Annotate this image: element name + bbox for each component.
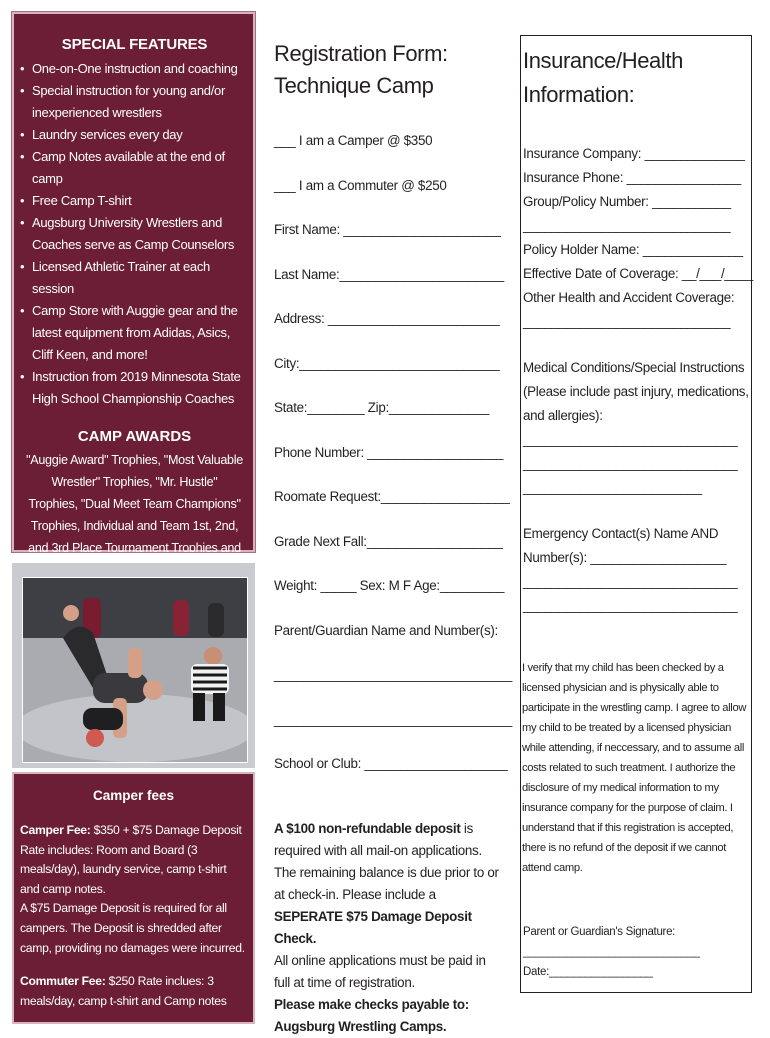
wrestling-photo [22, 577, 248, 763]
checks-payable: Please make checks payable to: Augsburg Wrestling Camps. [274, 996, 469, 1034]
camper-fees-heading: Camper fees [92, 788, 175, 803]
deposit-info [274, 818, 499, 1038]
blank-line[interactable]: _____________________________ [523, 218, 731, 233]
other-coverage-label: Other Health and Accident Coverage: [523, 290, 735, 305]
camper-fee-value: $350 + $75 Damage Deposit [90, 823, 242, 837]
insurance-title-line1: Insurance/Health [523, 48, 683, 73]
guardian-line[interactable]: ________________________________ [274, 711, 513, 727]
feature-item: • Free Camp T-shirt [26, 190, 243, 212]
registration-form [274, 38, 513, 1038]
form-title-line1: Registration Form: [274, 41, 448, 66]
camp-awards-text: "Auggie Award" Trophies, "Most Valuable Wrestler" Trophies, "Mr. Hustle" Trophies, "Dual Meet Team Champions" Trophies, Individual and Team 1st, 2nd, and 3rd Place Tournament Trophies and [26, 453, 243, 555]
commuter-fee-label: Commuter Fee: [20, 974, 106, 989]
camper-fee-label: Camper Fee: [20, 823, 91, 837]
deposit-bold2: SEPERATE $75 Damage Deposit Check. [274, 908, 472, 946]
commuter-option-field[interactable]: ___ I am a Commuter @ $250 [274, 177, 447, 193]
feature-item: • Instruction from 2019 Minnesota State High School Championship Coaches [26, 366, 243, 410]
insurance-title [523, 44, 751, 112]
commuter-fee-value: $250 Rate inclues: 3 meals/day, camp t-shirt and Camp notes [20, 974, 227, 1008]
online-note: All online applications must be paid in full at time of registration. [274, 952, 486, 990]
commuter-fee-line [20, 972, 247, 1011]
camper-fees-panel [12, 772, 255, 1024]
last-name-field[interactable]: Last Name:_______________________ [274, 266, 504, 282]
policy-holder-field[interactable]: Policy Holder Name: ______________ [523, 242, 743, 257]
weight-sex-age-field[interactable]: Weight: _____ Sex: M F Age:_________ [274, 578, 505, 593]
emergency-line[interactable]: ______________________________ [523, 598, 738, 613]
city-field[interactable]: City:____________________________ [274, 355, 500, 371]
camp-awards-heading: CAMP AWARDS [77, 428, 192, 445]
insurance-phone-field[interactable]: Insurance Phone: ________________ [523, 170, 741, 185]
photo-frame [12, 563, 255, 768]
rate-includes: Rate includes: Room and Board (3 meals/day), laundry service, camp t-shirt and camp notes. [20, 842, 227, 896]
insurance-panel [520, 35, 752, 993]
special-features-list [26, 58, 243, 410]
effective-date-field[interactable]: Effective Date of Coverage: __/___/____ [523, 266, 753, 281]
deposit-bold: A $100 non-refundable deposit [274, 820, 461, 836]
wrestling-photo-illustration [23, 578, 247, 762]
form-title-line2: Technique Camp [274, 73, 434, 98]
school-field[interactable]: School or Club: ____________________ [274, 756, 508, 771]
medical-line[interactable]: _________________________ [523, 480, 702, 495]
feature-item: • Augsburg University Wrestlers and Coaches serve as Camp Counselors [26, 212, 243, 256]
phone-field[interactable]: Phone Number: ___________________ [274, 444, 504, 460]
state-zip-field[interactable]: State:________ Zip:______________ [274, 400, 489, 415]
date-field[interactable]: Date:_________________ [523, 966, 653, 978]
medical-line[interactable]: ______________________________ [523, 456, 738, 471]
first-name-field[interactable]: First Name: ______________________ [274, 222, 501, 237]
emergency-contact-field[interactable]: Emergency Contact(s) Name AND Number(s): ___________________ [523, 526, 727, 565]
feature-item: • Licensed Athletic Trainer at each session [26, 256, 243, 300]
roommate-field[interactable]: Roomate Request:__________________ [274, 489, 510, 504]
special-features-panel [12, 12, 255, 555]
grade-field[interactable]: Grade Next Fall:___________________ [274, 533, 503, 549]
left-column [12, 12, 255, 1024]
feature-item: • Special instruction for young and/or inexperienced wrestlers [26, 80, 243, 124]
insurance-company-field[interactable]: Insurance Company: ______________ [523, 146, 745, 161]
feature-item: • Camp Notes available at the end of camp [26, 146, 243, 190]
insurance-title-line2: Information: [523, 82, 635, 107]
group-policy-field[interactable]: Group/Policy Number: ___________ [523, 194, 731, 209]
medical-line[interactable]: ______________________________ [523, 432, 738, 447]
feature-item: • One-on-One instruction and coaching [26, 58, 243, 80]
special-features-heading: SPECIAL FEATURES [61, 36, 208, 53]
signature-line[interactable]: _____________________________ [523, 946, 700, 958]
address-field[interactable]: Address: ________________________ [274, 311, 500, 326]
guardian-label: Parent/Guardian Name and Number(s): [274, 622, 498, 638]
deposit-note: A $75 Damage Deposit is required for all campers. The Deposit is shredded after camp, providing no damages were incurred. [20, 901, 245, 955]
feature-item: • Camp Store with Auggie gear and the latest equipment from Adidas, Asics, Cliff Keen, and more! [26, 300, 243, 366]
camper-option-field[interactable]: ___ I am a Camper @ $350 [274, 133, 433, 148]
camper-fee-line [20, 821, 247, 841]
emergency-line[interactable]: ______________________________ [523, 574, 738, 589]
other-coverage-line[interactable]: _____________________________ [523, 314, 731, 329]
deposit-rest: is required with all mail-on applications. The remaining balance is due prior to or at check-in. Please include a [274, 820, 499, 902]
guardian-lines [274, 666, 513, 755]
form-title [274, 38, 499, 102]
medical-label: Medical Conditions/Special Instructions (Please include past injury, medications, and allergies): [523, 360, 749, 423]
verification-statement: I verify that my child has been checked by a licensed physician and is physically able to participate in the wrestling camp. I agree to allow my child to be treated by a licensed physician while attending, if neccessary, and to assume all costs related to such treatment. I authorize the disclosure of my medical information to my insurance company for the purpose of claim. I understand that if this registration is accepted, there is no refund of the deposit if we cannot attend camp. [522, 662, 747, 874]
guardian-line[interactable]: ________________________________ [274, 667, 513, 682]
signature-label: Parent or Guardian's Signature: [523, 926, 676, 938]
feature-item: • Laundry services every day [26, 124, 243, 146]
